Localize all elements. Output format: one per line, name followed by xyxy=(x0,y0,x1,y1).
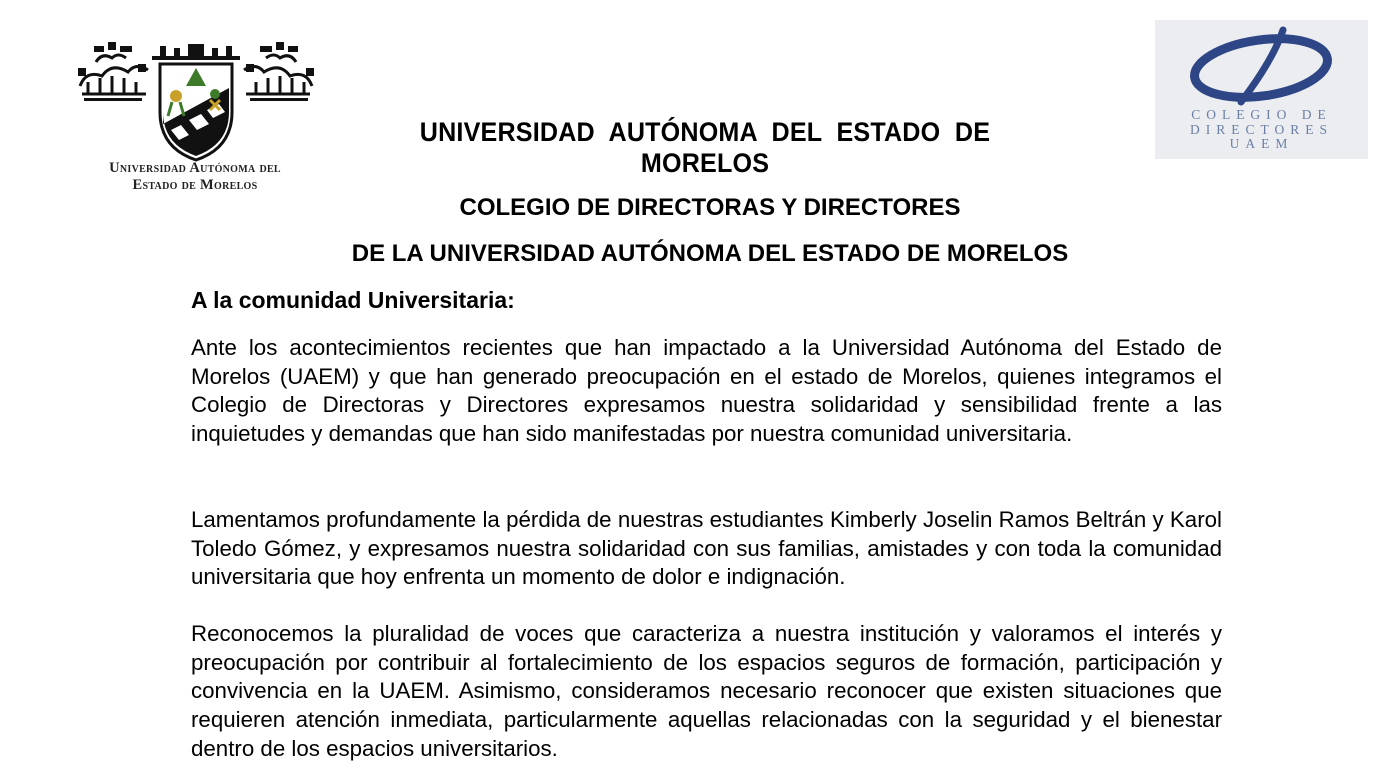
university-title: UNIVERSIDAD AUTÓNOMA DEL ESTADO DE MORELOS xyxy=(419,117,991,178)
colegio-logo-line2: DIRECTORES xyxy=(1189,122,1333,137)
crest-caption-line1: Universidad Autónoma del xyxy=(109,160,281,176)
uaem-crest-icon xyxy=(76,38,316,163)
paragraph: Lamentamos profundamente la pérdida de nuestras estudiantes Kimberly Joselin Ramos Beltrán y Karol Toledo Gómez, y expresamos nuestra solidaridad con sus familias, amistades y con toda la comunidad universitaria que hoy enfrenta un momento de dolor e indignación. xyxy=(191,507,1222,590)
colegio-logo-line3: UAEM xyxy=(1229,136,1294,151)
colegio-logo-line1: COLEGIO DE xyxy=(1191,107,1332,122)
salutation: A la comunidad Universitaria: xyxy=(191,287,515,313)
crest-caption-line2: Estado de Morelos xyxy=(132,177,258,193)
crest-caption xyxy=(60,160,330,194)
paragraph: Reconocemos la pluralidad de voces que caracteriza a nuestra institución y valoramos el interés y preocupación por contribuir al fortalecimiento de los espacios seguros de formación, participación y convivencia en la UAEM. Asimismo, consideramos necesario reconocer que existen situaciones que requieren atención inmediata, particularmente aquellas relacionadas con la seguridad y el bienestar dentro de los espacios universitarios. xyxy=(191,621,1222,761)
paragraph: Ante los acontecimientos recientes que han impactado a la Universidad Autónoma del Estado de Morelos (UAEM) y que han generado preocupación en el estado de Morelos, quienes integramos el Colegio de Directoras y Directores expresamos nuestra solidaridad y sensibilidad frente a las inquietudes y demandas que han sido manifestadas por nuestra comunidad universitaria. xyxy=(191,335,1222,447)
heading-line2: DE LA UNIVERSIDAD AUTÓNOMA DEL ESTADO DE MORELOS xyxy=(351,240,1069,267)
heading-line1: COLEGIO DE DIRECTORAS Y DIRECTORES xyxy=(459,194,961,221)
colegio-directores-logo xyxy=(1155,20,1368,159)
